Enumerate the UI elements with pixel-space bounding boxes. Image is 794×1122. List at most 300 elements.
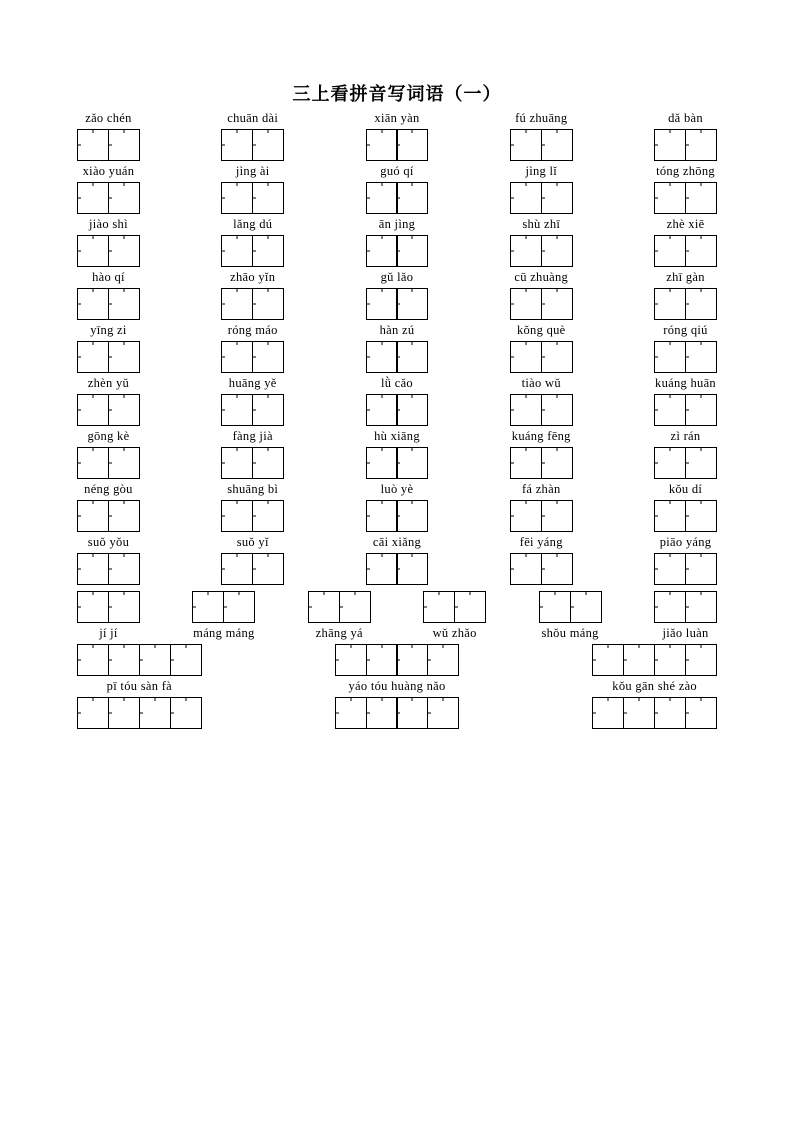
pinyin-label: zǎo chén — [85, 111, 132, 125]
pinyin-label: yīng zi — [90, 323, 127, 337]
answer-box[interactable] — [427, 697, 459, 729]
answer-box[interactable] — [366, 697, 398, 729]
word-item — [221, 163, 284, 214]
answer-box[interactable] — [108, 591, 140, 623]
answer-box[interactable] — [77, 182, 109, 214]
answer-boxes[interactable] — [77, 500, 140, 532]
word-item — [539, 591, 602, 642]
word-item — [77, 375, 140, 426]
answer-box[interactable] — [396, 288, 428, 320]
answer-boxes[interactable] — [654, 500, 717, 532]
pinyin-label: róng qiú — [663, 323, 708, 337]
pinyin-label: suǒ yǐ — [236, 535, 269, 549]
word-item — [510, 375, 573, 426]
answer-boxes[interactable] — [366, 447, 429, 479]
answer-boxes[interactable] — [510, 235, 573, 267]
answer-box[interactable] — [510, 129, 542, 161]
pinyin-label: chuān dài — [227, 111, 279, 125]
answer-box[interactable] — [541, 288, 573, 320]
answer-box[interactable] — [685, 341, 717, 373]
pinyin-label: yáo tóu huàng nǎo — [348, 679, 446, 693]
answer-box[interactable] — [77, 129, 109, 161]
answer-box[interactable] — [366, 553, 398, 585]
word-item — [366, 110, 429, 161]
answer-boxes[interactable] — [192, 591, 255, 623]
pinyin-label: shǒu máng — [541, 626, 599, 640]
pinyin-label: dǎ bàn — [668, 111, 703, 125]
answer-box[interactable] — [192, 591, 224, 623]
answer-box[interactable] — [252, 447, 284, 479]
answer-box[interactable] — [510, 235, 542, 267]
answer-box[interactable] — [396, 394, 428, 426]
answer-box[interactable] — [77, 235, 109, 267]
answer-box[interactable] — [252, 129, 284, 161]
word-row — [77, 216, 717, 267]
answer-boxes[interactable] — [77, 288, 140, 320]
word-item — [654, 591, 717, 642]
answer-box[interactable] — [510, 288, 542, 320]
pinyin-label: fēi yáng — [519, 535, 563, 549]
answer-box[interactable] — [221, 341, 253, 373]
answer-boxes[interactable] — [221, 553, 284, 585]
word-item — [77, 163, 140, 214]
answer-box[interactable] — [252, 182, 284, 214]
pinyin-label: zhèn yǔ — [87, 376, 130, 390]
answer-boxes[interactable] — [221, 182, 284, 214]
answer-boxes[interactable] — [654, 288, 717, 320]
answer-box[interactable] — [77, 447, 109, 479]
answer-box[interactable] — [221, 447, 253, 479]
answer-box[interactable] — [335, 644, 367, 676]
pinyin-label: néng gòu — [84, 482, 133, 496]
answer-boxes[interactable] — [510, 500, 573, 532]
word-item — [654, 110, 717, 161]
answer-boxes[interactable] — [366, 235, 429, 267]
answer-box[interactable] — [108, 644, 140, 676]
answer-box[interactable] — [252, 500, 284, 532]
pinyin-label: cū zhuàng — [514, 270, 569, 284]
idiom-item — [77, 697, 202, 729]
answer-box[interactable] — [77, 697, 109, 729]
word-item — [654, 481, 717, 532]
answer-box[interactable] — [366, 288, 398, 320]
answer-box[interactable] — [252, 235, 284, 267]
answer-box[interactable] — [685, 591, 717, 623]
idiom-item — [335, 697, 460, 729]
answer-box[interactable] — [685, 447, 717, 479]
answer-box[interactable] — [252, 341, 284, 373]
answer-boxes[interactable] — [510, 341, 573, 373]
answer-box[interactable] — [221, 394, 253, 426]
answer-box[interactable] — [510, 553, 542, 585]
answer-box[interactable] — [396, 644, 428, 676]
idiom-item — [77, 644, 202, 695]
answer-box[interactable] — [339, 591, 371, 623]
pinyin-label: pī tóu sàn fà — [106, 679, 173, 693]
answer-boxes[interactable] — [221, 341, 284, 373]
answer-box[interactable] — [77, 500, 109, 532]
answer-box[interactable] — [654, 447, 686, 479]
answer-box[interactable] — [685, 553, 717, 585]
word-item — [366, 428, 429, 479]
answer-box[interactable] — [108, 288, 140, 320]
answer-boxes[interactable] — [510, 288, 573, 320]
pinyin-label: piāo yáng — [659, 535, 712, 549]
pinyin-label: guó qí — [380, 164, 414, 178]
answer-box[interactable] — [685, 697, 717, 729]
answer-box[interactable] — [654, 394, 686, 426]
word-item — [77, 481, 140, 532]
word-item — [654, 534, 717, 585]
word-item — [221, 216, 284, 267]
worksheet-content — [77, 110, 717, 729]
answer-box[interactable] — [108, 447, 140, 479]
word-row-labels-below — [77, 591, 717, 642]
pinyin-label: huāng yě — [228, 376, 277, 390]
answer-boxes[interactable] — [654, 394, 717, 426]
answer-box[interactable] — [139, 644, 171, 676]
answer-boxes[interactable] — [654, 235, 717, 267]
pinyin-label: jìng ài — [235, 164, 270, 178]
answer-boxes[interactable] — [654, 447, 717, 479]
answer-box[interactable] — [252, 394, 284, 426]
answer-box[interactable] — [221, 182, 253, 214]
answer-boxes[interactable] — [77, 697, 202, 729]
answer-box[interactable] — [541, 235, 573, 267]
pinyin-label: zhè xiē — [666, 217, 705, 231]
answer-boxes[interactable] — [366, 341, 429, 373]
answer-boxes[interactable] — [77, 644, 202, 676]
word-item — [221, 481, 284, 532]
answer-boxes[interactable] — [510, 182, 573, 214]
answer-boxes[interactable] — [77, 591, 140, 623]
answer-boxes[interactable] — [335, 644, 460, 676]
answer-box[interactable] — [366, 500, 398, 532]
answer-boxes[interactable] — [221, 394, 284, 426]
word-row — [77, 428, 717, 479]
answer-box[interactable] — [541, 447, 573, 479]
answer-box[interactable] — [77, 553, 109, 585]
answer-box[interactable] — [366, 394, 398, 426]
answer-box[interactable] — [541, 394, 573, 426]
idiom-row-upper — [77, 644, 717, 695]
answer-box[interactable] — [396, 447, 428, 479]
word-item — [366, 163, 429, 214]
answer-boxes[interactable] — [592, 697, 717, 729]
answer-box[interactable] — [221, 500, 253, 532]
answer-box[interactable] — [221, 553, 253, 585]
answer-boxes[interactable] — [510, 394, 573, 426]
pinyin-label: jiào shì — [89, 217, 128, 231]
answer-boxes[interactable] — [221, 500, 284, 532]
answer-box[interactable] — [685, 288, 717, 320]
answer-box[interactable] — [366, 341, 398, 373]
answer-box[interactable] — [541, 553, 573, 585]
answer-box[interactable] — [654, 500, 686, 532]
pinyin-label: róng máo — [227, 323, 278, 337]
answer-boxes[interactable] — [654, 591, 717, 623]
answer-box[interactable] — [654, 553, 686, 585]
answer-box[interactable] — [592, 697, 624, 729]
answer-boxes[interactable] — [654, 129, 717, 161]
word-item — [654, 269, 717, 320]
pinyin-label: zhāo yǐn — [230, 270, 276, 284]
pinyin-label: kuáng huān — [655, 376, 716, 390]
word-item — [308, 591, 371, 642]
pinyin-label: fú zhuāng — [515, 111, 568, 125]
answer-box[interactable] — [77, 591, 109, 623]
answer-box[interactable] — [366, 644, 398, 676]
word-item — [510, 481, 573, 532]
word-item — [77, 322, 140, 373]
answer-box[interactable] — [108, 182, 140, 214]
answer-box[interactable] — [510, 447, 542, 479]
answer-box[interactable] — [108, 394, 140, 426]
page-title: 三上看拼音写词语（一） — [292, 84, 502, 104]
answer-boxes[interactable] — [654, 182, 717, 214]
pinyin-label: shù zhī — [522, 217, 561, 231]
pinyin-label: gōng kè — [87, 429, 130, 443]
answer-boxes[interactable] — [423, 591, 486, 623]
idiom-item — [592, 697, 717, 729]
answer-box[interactable] — [654, 288, 686, 320]
pinyin-label: suǒ yǒu — [87, 535, 130, 549]
answer-box[interactable] — [570, 591, 602, 623]
word-item — [510, 110, 573, 161]
answer-boxes[interactable] — [366, 129, 429, 161]
word-row — [77, 269, 717, 320]
pinyin-label: hù xiāng — [374, 429, 420, 443]
answer-box[interactable] — [396, 182, 428, 214]
answer-box[interactable] — [223, 591, 255, 623]
pinyin-label: jìng lǐ — [525, 164, 558, 178]
answer-box[interactable] — [108, 500, 140, 532]
word-item — [221, 375, 284, 426]
pinyin-label: kǒu dí — [668, 482, 703, 496]
word-row — [77, 110, 717, 161]
answer-boxes[interactable] — [510, 553, 573, 585]
word-item — [510, 216, 573, 267]
answer-box[interactable] — [654, 644, 686, 676]
word-item — [77, 534, 140, 585]
answer-boxes[interactable] — [77, 394, 140, 426]
answer-boxes[interactable] — [510, 447, 573, 479]
answer-box[interactable] — [366, 447, 398, 479]
answer-box[interactable] — [510, 182, 542, 214]
word-row — [77, 322, 717, 373]
answer-box[interactable] — [654, 697, 686, 729]
answer-boxes[interactable] — [221, 288, 284, 320]
answer-box[interactable] — [454, 591, 486, 623]
answer-box[interactable] — [396, 697, 428, 729]
answer-boxes[interactable] — [77, 182, 140, 214]
pinyin-label: jiǎo luàn — [662, 626, 709, 640]
word-item — [77, 269, 140, 320]
word-item — [366, 216, 429, 267]
answer-box[interactable] — [396, 341, 428, 373]
answer-box[interactable] — [396, 129, 428, 161]
word-row — [77, 375, 717, 426]
answer-box[interactable] — [108, 129, 140, 161]
idiom-item — [592, 644, 717, 695]
answer-box[interactable] — [366, 182, 398, 214]
word-item — [654, 322, 717, 373]
answer-boxes[interactable] — [510, 129, 573, 161]
answer-box[interactable] — [623, 697, 655, 729]
answer-boxes[interactable] — [366, 394, 429, 426]
answer-boxes[interactable] — [221, 235, 284, 267]
pinyin-label: ān jìng — [378, 217, 416, 231]
pinyin-label: zì rán — [670, 429, 701, 443]
word-item — [654, 428, 717, 479]
word-item — [192, 591, 255, 642]
answer-box[interactable] — [335, 697, 367, 729]
word-item — [654, 216, 717, 267]
word-item — [221, 269, 284, 320]
word-item — [77, 216, 140, 267]
answer-boxes[interactable] — [654, 553, 717, 585]
answer-box[interactable] — [221, 129, 253, 161]
pinyin-label: zhī gàn — [666, 270, 705, 284]
answer-boxes[interactable] — [366, 553, 429, 585]
word-item — [221, 110, 284, 161]
answer-boxes[interactable] — [654, 341, 717, 373]
answer-box[interactable] — [396, 235, 428, 267]
pinyin-label: kǒu gān shé zào — [612, 679, 697, 693]
answer-boxes[interactable] — [77, 553, 140, 585]
answer-box[interactable] — [685, 235, 717, 267]
answer-box[interactable] — [366, 129, 398, 161]
answer-box[interactable] — [221, 288, 253, 320]
pinyin-label: kuáng fēng — [511, 429, 571, 443]
answer-box[interactable] — [108, 553, 140, 585]
pinyin-label: máng máng — [193, 626, 255, 640]
answer-box[interactable] — [139, 697, 171, 729]
answer-boxes[interactable] — [366, 288, 429, 320]
answer-box[interactable] — [623, 644, 655, 676]
answer-box[interactable] — [654, 341, 686, 373]
answer-boxes[interactable] — [539, 591, 602, 623]
word-item — [77, 110, 140, 161]
word-item — [510, 269, 573, 320]
word-item — [654, 163, 717, 214]
pinyin-label: zhāng yá — [315, 626, 363, 640]
answer-box[interactable] — [510, 394, 542, 426]
answer-box[interactable] — [539, 591, 571, 623]
pinyin-label: xiān yàn — [374, 111, 420, 125]
answer-box[interactable] — [541, 341, 573, 373]
word-row — [77, 481, 717, 532]
word-item — [510, 534, 573, 585]
answer-box[interactable] — [366, 235, 398, 267]
answer-boxes[interactable] — [592, 644, 717, 676]
word-item — [221, 322, 284, 373]
word-item — [366, 481, 429, 532]
answer-box[interactable] — [654, 129, 686, 161]
answer-box[interactable] — [654, 182, 686, 214]
answer-box[interactable] — [541, 129, 573, 161]
answer-box[interactable] — [77, 644, 109, 676]
pinyin-label: lǎng dú — [233, 217, 273, 231]
word-item — [77, 428, 140, 479]
answer-box[interactable] — [77, 394, 109, 426]
answer-box[interactable] — [510, 500, 542, 532]
answer-box[interactable] — [685, 129, 717, 161]
answer-box[interactable] — [108, 697, 140, 729]
word-item — [510, 428, 573, 479]
pinyin-label: tóng zhōng — [656, 164, 715, 178]
answer-box[interactable] — [685, 500, 717, 532]
answer-box[interactable] — [108, 341, 140, 373]
answer-boxes[interactable] — [77, 235, 140, 267]
answer-box[interactable] — [77, 288, 109, 320]
answer-boxes[interactable] — [77, 447, 140, 479]
answer-box[interactable] — [685, 644, 717, 676]
answer-box[interactable] — [170, 697, 202, 729]
answer-box[interactable] — [423, 591, 455, 623]
word-item — [423, 591, 486, 642]
pinyin-label: cāi xiǎng — [372, 535, 422, 549]
word-item — [510, 163, 573, 214]
answer-box[interactable] — [592, 644, 624, 676]
answer-box[interactable] — [685, 182, 717, 214]
answer-box[interactable] — [541, 182, 573, 214]
word-item — [366, 269, 429, 320]
answer-box[interactable] — [170, 644, 202, 676]
pinyin-label: shuāng bì — [227, 482, 279, 496]
answer-box[interactable] — [541, 500, 573, 532]
answer-box[interactable] — [396, 500, 428, 532]
answer-boxes[interactable] — [335, 697, 460, 729]
answer-boxes[interactable] — [308, 591, 371, 623]
pinyin-label: gǔ lǎo — [380, 270, 414, 284]
answer-box[interactable] — [77, 341, 109, 373]
word-row — [77, 534, 717, 585]
pinyin-label: hàn zú — [379, 323, 415, 337]
word-item — [221, 428, 284, 479]
answer-box[interactable] — [252, 288, 284, 320]
word-item — [510, 322, 573, 373]
pinyin-label: hào qí — [92, 270, 125, 284]
idiom-item — [335, 644, 460, 695]
answer-box[interactable] — [108, 235, 140, 267]
word-item — [221, 534, 284, 585]
answer-box[interactable] — [685, 394, 717, 426]
pinyin-label: jí jí — [99, 626, 118, 640]
answer-box[interactable] — [654, 591, 686, 623]
answer-box[interactable] — [396, 553, 428, 585]
word-item — [366, 322, 429, 373]
word-row — [77, 163, 717, 214]
answer-box[interactable] — [654, 235, 686, 267]
answer-boxes[interactable] — [77, 129, 140, 161]
pinyin-label: xiào yuán — [82, 164, 135, 178]
answer-boxes[interactable] — [366, 500, 429, 532]
word-item — [77, 591, 140, 642]
answer-boxes[interactable] — [221, 447, 284, 479]
answer-box[interactable] — [252, 553, 284, 585]
answer-boxes[interactable] — [366, 182, 429, 214]
answer-boxes[interactable] — [77, 341, 140, 373]
pinyin-label: fá zhàn — [521, 482, 561, 496]
pinyin-label: lǜ cǎo — [380, 376, 413, 390]
pinyin-label: kǒng què — [516, 323, 566, 337]
answer-box[interactable] — [308, 591, 340, 623]
answer-box[interactable] — [510, 341, 542, 373]
answer-box[interactable] — [221, 235, 253, 267]
answer-box[interactable] — [427, 644, 459, 676]
answer-boxes[interactable] — [221, 129, 284, 161]
